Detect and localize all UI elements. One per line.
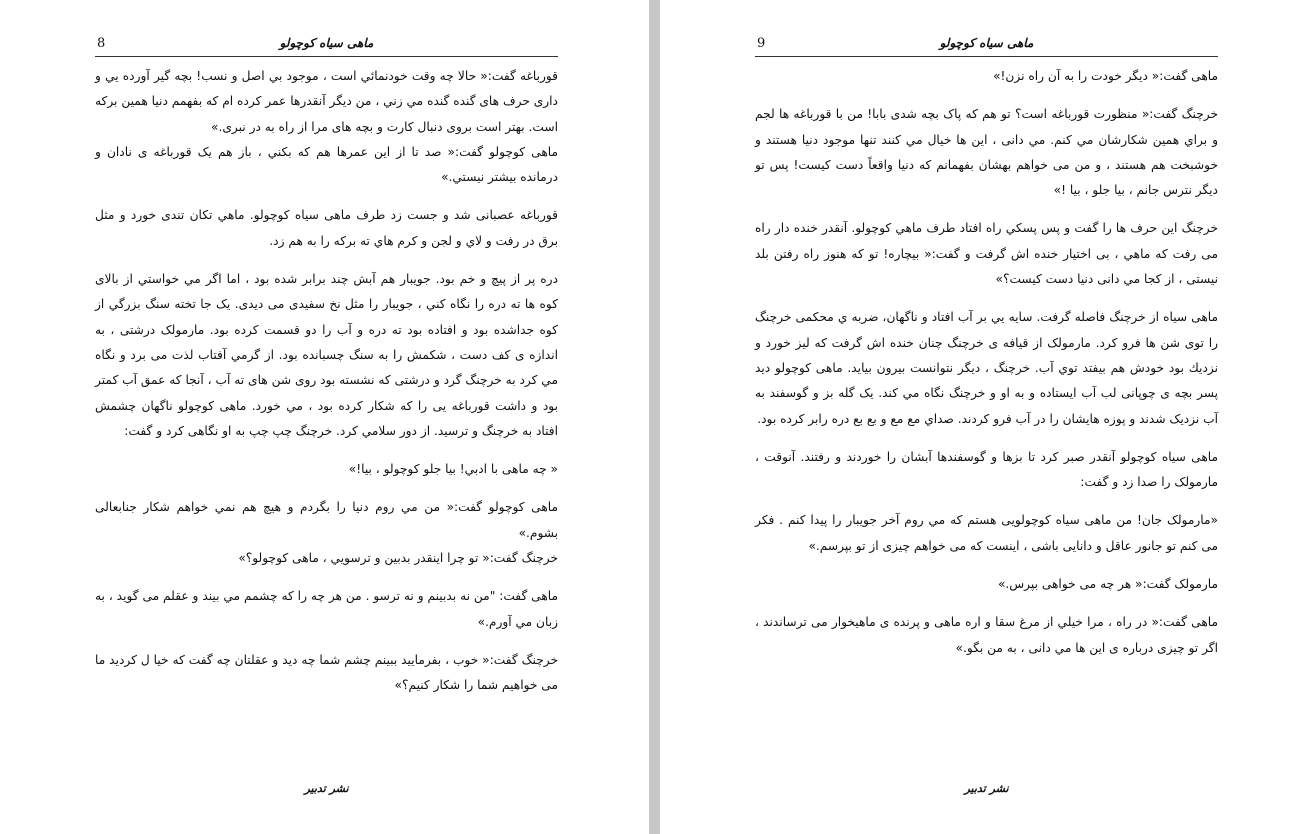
page-header (95, 36, 558, 57)
page-body (755, 64, 1218, 674)
paragraph: ماهی گفت:« ديگر خودت را به آن راه نزن!» (993, 69, 1218, 83)
paragraph: قورباغه گفت:« حالا چه وقت خودنمائي است ، موجود بي اصل و نسب! بچه گير آورده يي و داری حرف های گنده گنده مي زني ، من ديگر آنقدرها عمر كرده ام كه بفهمم دنيا همين بركه است. بهتر است بروی دنبال كارت و بچه های مرا از راه به در نبری.» (95, 69, 558, 134)
paragraph: ماهی سیاه از خرچنگ فاصله گرفت. سايه یي بر آب افتاد و ناگهان، ضربه ي محكمی خرچنگ را توی شن ها فرو كرد. مارمولک از قیافه ی خرچنگ چنان خنده اش گرفت كه ليز خورد و نزديك بود خودش هم بيفتد توي آب. خرچنگ ، ديگر نتوانست بيرون بيايد. ماهی کوچولو دید پسر بچه ی چوپانی لب آب ايستاده و به او و خرچنگ نگاه مي كند. يک گله بز و گوسفند به آب نزدیک شدند و پوزه هایشان را در آب فرو كردند. صداي مع مع و بع بع دره رابر كرده بود. (755, 310, 1218, 426)
page-number: 8 (97, 36, 106, 51)
paragraph: ماهی گفت:« در راه ، مرا خيلي از مرغ سقا و اره ماهی و پرنده ی ماهیخوار می ترساندند ، اگر تو چيزی درباره ی اين ها مي دانی ، به من بگو.» (755, 615, 1218, 655)
paragraph: ماهی کوچولو گفت:« من مي روم دنيا را بگردم و هيچ هم نمي خواهم شكار جنابعالی بشوم.» (95, 500, 558, 540)
paragraph: «مارمولک جان! من ماهی سیاه کوچولویی هستم كه مي روم آخر جويبار را پيدا كنم . فكر می كنم تو جانور عاقل و دانایی باشی ، اينست كه می خواهم چيزی از تو بپرسم.» (755, 513, 1218, 553)
right-page (660, 0, 1309, 834)
paragraph: « چه ماهی با ادبي! بيا جلو كوچولو ، بيا!» (348, 462, 558, 477)
paragraph: خرچنگ گفت:« خوب ، بفرمایید ببينم چشم شما چه ديد و عقلتان چه گفت كه خيا ل كرديد ما می خواهيم شما را شكار كنيم؟» (95, 652, 558, 693)
paragraph: خرچنگ گفت:« منظورت قورباغه است؟ تو هم كه پاک بچه شدی بابا! من با قورباغه ها لجم و براي همين شكارشان مي كنم. مي دانی ، اين ها خيال مي كنند تنها موجود دنيا هستند و خوشبخت هم هستند ، و من می خواهم بهشان بفهمانم كه دنيا واقعاً دست كيست! پس تو ديگر نترس جانم ، بيا جلو ، بيا !» (755, 107, 1218, 198)
paragraph: ماهی سیاه کوچولو آنقدر صبر كرد تا بزها و گوسفندها آبشان را خوردند و رفتند. آنوقت ، مارمولک را صدا زد و گفت: (755, 449, 1218, 490)
left-page (0, 0, 649, 834)
paragraph: خرچنگ گفت:« تو چرا اينقدر بدبين و ترسويي ، ماهی کوچولو؟» (238, 551, 558, 566)
paragraph: ماهی كوچولو گفت:« صد تا از اين عمرها هم كه بكني ، باز هم یک قورباغه ی نادان و درمانده بيشتر نيستي.» (95, 144, 558, 185)
paragraph: قورباغه عصبانی شد و جست زد طرف ماهی سیاه کوچولو. ماهي تكان تندی خورد و مثل برق در رفت و لاي و لجن و كرم هاي ته بركه را به هم زد. (95, 208, 558, 248)
page-number: 9 (757, 36, 766, 51)
page-header (755, 36, 1218, 57)
paragraph: خرچنگ اين حرف ها را گفت و پس پسكي راه افتاد طرف ماهي کوچولو. آنقدر خنده دار راه می رفت كه ماهي ، بی اختيار خنده اش گرفت و گفت:« بیچاره! تو كه هنوز راه رفتن بلد نيستی ، از كجا مي دانی دنيا دست كيست؟» (755, 221, 1218, 287)
page-footer: نشر تدبیر (304, 782, 349, 795)
paragraph: ماهی گفت: "من نه بدبينم و نه ترسو . من هر چه را كه چشمم مي بيند و عقلم می گوید ، به زبان مي آورم.» (95, 589, 558, 629)
header-title: ماهی سیاه کوچولو (939, 36, 1034, 50)
page-footer: نشر تدبیر (964, 782, 1009, 795)
header-title: ماهی سیاه کوچولو (279, 36, 374, 50)
paragraph: مارمولک گفت:« هر چه می خواهی بپرس.» (997, 577, 1218, 592)
page-body (95, 64, 558, 712)
paragraph: دره پر از پیچ و خم بود. جويبار هم آبش چند برابر شده بود ، اما اگر مي خواستي از بالای کوه ها ته دره را نگاه كني ، جويبار را مثل نخ سفيدی می دیدی. يک جا تخته سنگ بزرگي از كوه جداشده بود و افتاده بود ته دره و آب را دو قسمت كرده بود. مارمولک درشتی ، به اندازه ی كف دست ، شكمش را به سنگ چسبانده بود. از گرمي آفتاب لذت می برد و نگاه مي كرد به خرچنگ گرد و درشتی كه نشسته بود روی شن های ته آب ، آنجا كه عمق آب كمتر بود و داشت قورباغه یی را که شکار کرده بود ، مي خورد. ماهی کوچولو ناگهان چشمش افتاد به خرچنگ و ترسيد. از دور سلامي كرد. خرچنگ چپ چپ به او نگاهی كرد و گفت: (95, 272, 558, 438)
